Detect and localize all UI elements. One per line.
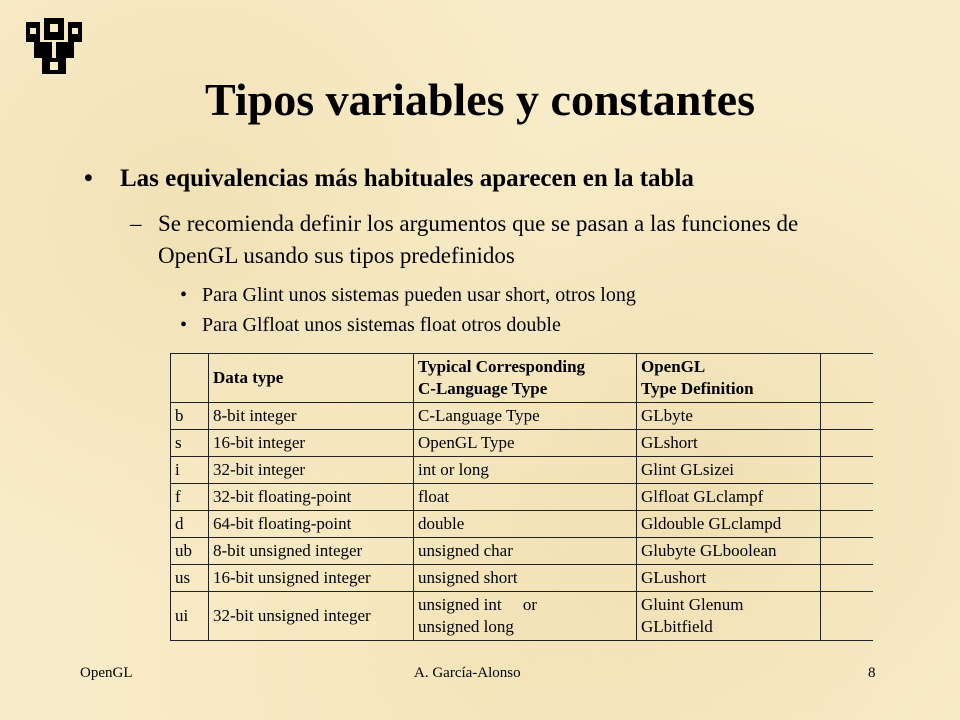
table-cell: 16-bit unsigned integer	[209, 565, 414, 592]
table-spacer-cell	[821, 484, 874, 511]
table-row	[171, 538, 874, 565]
table-cell: 32-bit integer	[209, 457, 414, 484]
table-spacer-cell	[821, 403, 874, 430]
table-cell: i	[171, 457, 209, 484]
table-cell: unsigned int or unsigned long	[414, 592, 637, 641]
table-cell: ub	[171, 538, 209, 565]
table-cell: 64-bit floating-point	[209, 511, 414, 538]
bullet-main-text: Las equivalencias más habituales aparecen en la tabla	[120, 165, 694, 192]
table-spacer-cell	[821, 457, 874, 484]
bullet-marker: •	[180, 314, 188, 336]
table-cell: f	[171, 484, 209, 511]
types-table	[170, 353, 873, 641]
slide-title: Tipos variables y constantes	[205, 74, 755, 125]
table-row	[171, 565, 874, 592]
table-row	[171, 592, 874, 641]
table-cell	[171, 354, 209, 403]
sub-bullet-text: Se recomienda definir los argumentos que se pasan a las funciones de OpenGL usando sus tipos predefinidos	[158, 211, 799, 268]
table-header-row	[171, 354, 874, 403]
table-spacer-cell	[821, 592, 874, 641]
university-logo-icon	[24, 18, 86, 76]
table-row	[171, 430, 874, 457]
footer-page-number: 8	[868, 665, 876, 681]
table-spacer-cell	[821, 538, 874, 565]
table-spacer-cell	[821, 354, 874, 403]
table-row	[171, 457, 874, 484]
bullet-marker: •	[84, 165, 93, 192]
footer-left: OpenGL	[80, 665, 133, 681]
table-cell: Glfloat GLclampf	[637, 484, 821, 511]
table-cell: Gldouble GLclampd	[637, 511, 821, 538]
table-row	[171, 484, 874, 511]
table-cell: C-Language Type	[414, 403, 637, 430]
table-cell: us	[171, 565, 209, 592]
table-cell: int or long	[414, 457, 637, 484]
table-cell: float	[414, 484, 637, 511]
table-cell: Typical Corresponding C-Language Type	[414, 354, 637, 403]
sub-sub-bullet-text: Para Glfloat unos sistemas float otros double	[202, 314, 561, 336]
table-row	[171, 403, 874, 430]
table-cell: 16-bit integer	[209, 430, 414, 457]
table-cell: b	[171, 403, 209, 430]
table-cell: OpenGL Type Definition	[637, 354, 821, 403]
footer-author: A. García-Alonso	[414, 665, 521, 681]
table-cell: ui	[171, 592, 209, 641]
bullet-marker: •	[180, 284, 188, 306]
table-spacer-cell	[821, 511, 874, 538]
table-cell: unsigned char	[414, 538, 637, 565]
table-cell: GLbyte	[637, 403, 821, 430]
sub-sub-bullet-text: Para Glint unos sistemas pueden usar short, otros long	[202, 284, 636, 306]
table-cell: unsigned short	[414, 565, 637, 592]
table-cell: Gluint Glenum GLbitfield	[637, 592, 821, 641]
table-cell: 8-bit unsigned integer	[209, 538, 414, 565]
table-row	[171, 511, 874, 538]
table-cell: Data type	[209, 354, 414, 403]
table-cell: double	[414, 511, 637, 538]
table-cell: Glint GLsizei	[637, 457, 821, 484]
table-spacer-cell	[821, 565, 874, 592]
table-cell: d	[171, 511, 209, 538]
table-cell: GLshort	[637, 430, 821, 457]
table-cell: s	[171, 430, 209, 457]
table-cell: 8-bit integer	[209, 403, 414, 430]
table-spacer-cell	[821, 430, 874, 457]
dash-marker: –	[130, 211, 142, 236]
table-cell: GLushort	[637, 565, 821, 592]
table-cell: Glubyte GLboolean	[637, 538, 821, 565]
table-cell: OpenGL Type	[414, 430, 637, 457]
table-cell: 32-bit unsigned integer	[209, 592, 414, 641]
table-cell: 32-bit floating-point	[209, 484, 414, 511]
